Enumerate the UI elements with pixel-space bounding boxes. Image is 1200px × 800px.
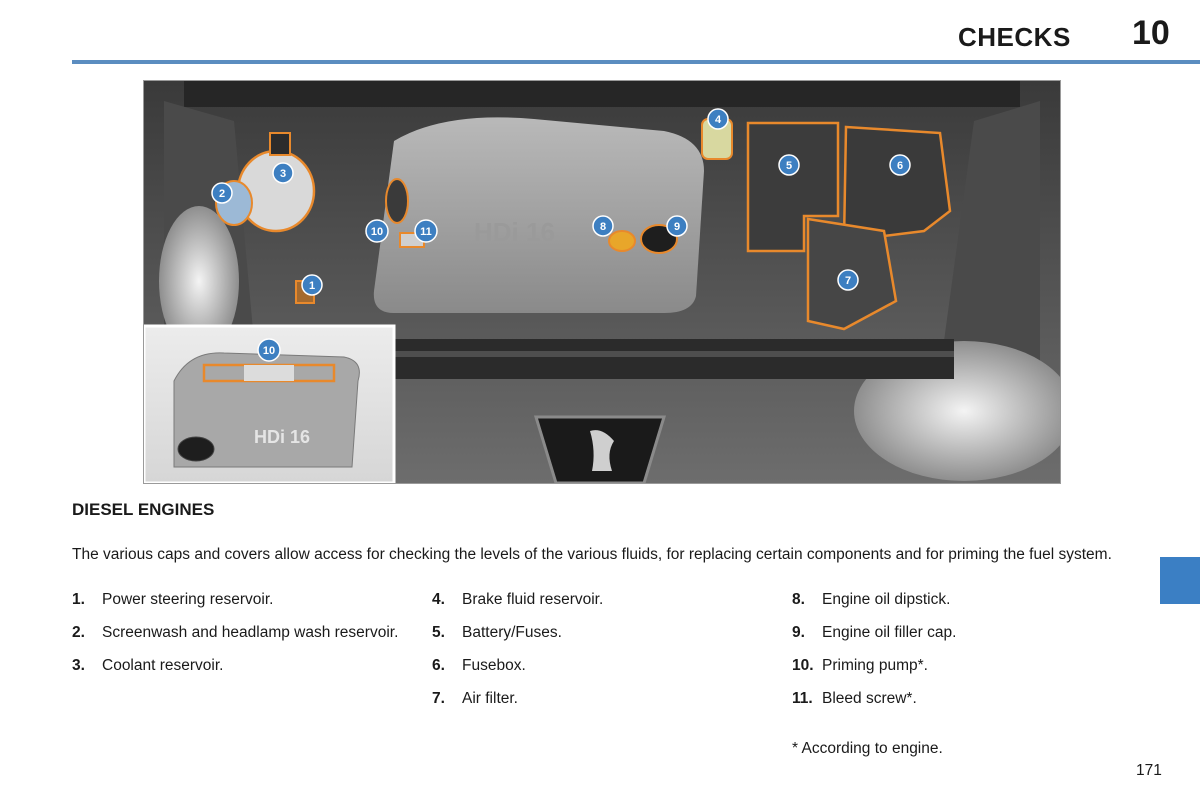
svg-text:7: 7 (844, 275, 852, 287)
legend-item: 7. Air filter. (432, 690, 518, 707)
inset-cover-text: HDi 16 (254, 427, 311, 447)
badge-6 (890, 155, 910, 175)
oil-dipstick (609, 231, 635, 251)
chapter-number: 10 (1132, 14, 1170, 52)
fusebox (844, 127, 950, 241)
badge-11 (415, 220, 437, 242)
svg-text:2: 2 (218, 188, 226, 200)
engine-illustration (144, 81, 1060, 483)
svg-text:10: 10 (262, 345, 276, 357)
chapter-tab (1160, 557, 1200, 604)
svg-text:9: 9 (673, 221, 681, 233)
svg-text:8: 8 (599, 221, 607, 233)
legend-item: 6. Fusebox. (432, 657, 526, 674)
legend-item: 3. Coolant reservoir. (72, 657, 224, 674)
badge-7 (838, 270, 858, 290)
section-title: DIESEL ENGINES (72, 500, 215, 519)
intro-paragraph: The various caps and covers allow access for checking the levels of the various fluids, for replacing certain components and for priming the fuel system. (72, 546, 1112, 563)
legend-item: 1. Power steering reservoir. (72, 591, 274, 608)
engine-cover-text: HDi 16 (474, 217, 555, 247)
badge-10 (366, 220, 388, 242)
badge-1 (302, 275, 322, 295)
svg-text:11: 11 (420, 226, 432, 238)
legend-item: 2. Screenwash and headlamp wash reservoir. (72, 624, 399, 641)
priming-pump (386, 179, 408, 223)
badge-5 (779, 155, 799, 175)
chapter-title: CHECKS (958, 22, 1071, 52)
svg-text:3: 3 (279, 168, 287, 180)
legend-item: 8. Engine oil dipstick. (792, 591, 951, 608)
svg-text:6: 6 (896, 160, 904, 172)
header-rule (72, 60, 1200, 64)
legend-item: 11. Bleed screw*. (792, 690, 917, 707)
legend-item: 9. Engine oil filler cap. (792, 624, 957, 641)
engine-compartment-figure (143, 80, 1061, 484)
badge-3 (273, 163, 293, 183)
engine-cover (374, 117, 704, 313)
page-number: 171 (1136, 762, 1162, 779)
badge-10-inset (258, 339, 280, 361)
legend-item: 10. Priming pump*. (792, 657, 928, 674)
legend-column-3 (792, 592, 1122, 724)
legend-item: 4. Brake fluid reservoir. (432, 591, 604, 608)
badge-8 (593, 216, 613, 236)
footnote: * According to engine. (792, 740, 943, 757)
legend-column-2 (432, 592, 752, 724)
badge-4 (708, 109, 728, 129)
legend-column-1 (72, 592, 412, 691)
svg-text:4: 4 (714, 114, 722, 126)
badge-9 (667, 216, 687, 236)
legend-item: 5. Battery/Fuses. (432, 624, 562, 641)
svg-text:1: 1 (308, 280, 316, 292)
badge-2 (212, 183, 232, 203)
svg-text:5: 5 (785, 160, 793, 172)
svg-text:10: 10 (370, 226, 384, 238)
